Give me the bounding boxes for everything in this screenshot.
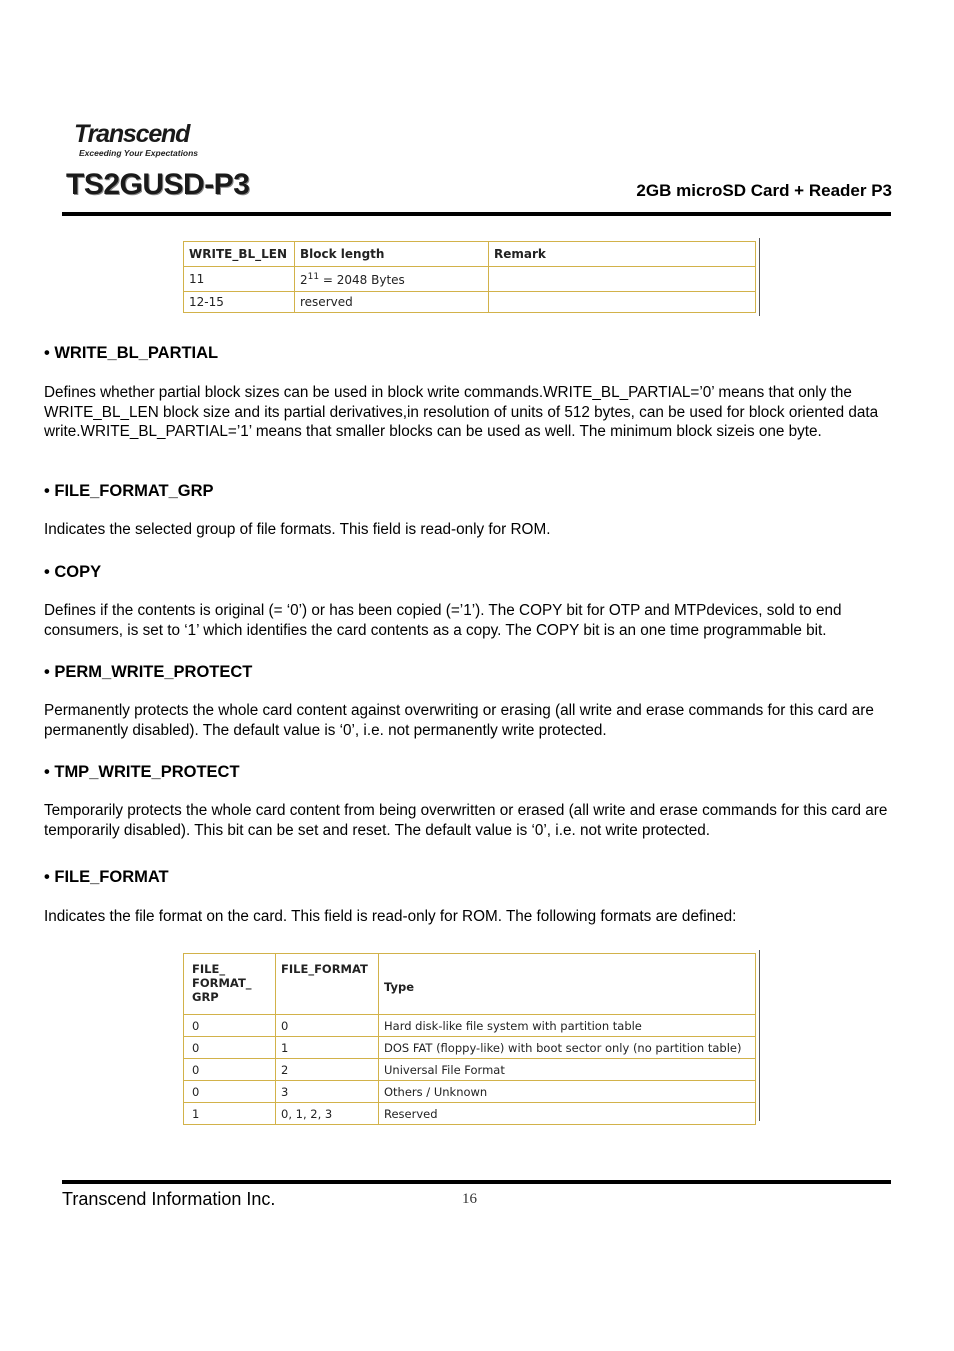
table-row: [184, 1081, 756, 1103]
table-edge-line: [759, 950, 760, 1121]
power-exponent: 11: [307, 271, 320, 282]
table-edge-line: [759, 238, 760, 316]
section-title: • COPY: [44, 563, 102, 581]
table-cell: 2: [276, 1059, 379, 1081]
section-write-bl-partial: [44, 344, 904, 442]
table-row: [184, 1037, 756, 1059]
page-number: 16: [462, 1191, 477, 1207]
section-copy: [44, 563, 904, 640]
section-title: • PERM_WRITE_PROTECT: [44, 663, 253, 681]
header-cell: Remark: [489, 242, 756, 267]
logo-tagline: Exceeding Your Expectations: [79, 148, 199, 158]
power-result: = 2048 Bytes: [319, 272, 405, 287]
header-cell: Type: [379, 954, 756, 1015]
table-header-row: [184, 242, 756, 267]
section-tmp-write-protect: [44, 763, 904, 840]
table-cell: 1: [276, 1037, 379, 1059]
transcend-logo: [66, 120, 216, 162]
table-header-row: [184, 954, 756, 1015]
table-row: [184, 1103, 756, 1125]
table-cell: 0: [276, 1015, 379, 1037]
product-name: 2GB microSD Card + Reader P3: [636, 181, 892, 200]
table-row: [184, 1015, 756, 1037]
section-title: • WRITE_BL_PARTIAL: [44, 344, 219, 362]
table-cell: reserved: [295, 292, 489, 313]
table-row: [184, 292, 756, 313]
table-row: [184, 1059, 756, 1081]
section-title: • FILE_FORMAT_GRP: [44, 482, 214, 500]
table-cell: Hard disk-like file system with partition table: [379, 1015, 756, 1037]
table-cell: 0: [184, 1037, 276, 1059]
power-base: 2: [300, 272, 308, 287]
header-cell: Block length: [295, 242, 489, 267]
table-cell: 0: [184, 1081, 276, 1103]
section-title: • TMP_WRITE_PROTECT: [44, 763, 240, 781]
table-cell: 0, 1, 2, 3: [276, 1103, 379, 1125]
section-body: Permanently protects the whole card content against overwriting or erasing (all write and erase commands for this card are permanently disabled). The default value is ‘0’, i.e. not permanently write protected.: [44, 702, 874, 739]
section-file-format-grp: [44, 482, 904, 540]
section-body: Temporarily protects the whole card content from being overwritten or erased (all write and erase commands for this card are temporarily disabled). This bit can be set and reset. The default value is ‘0’, i.e. not write protected.: [44, 802, 888, 839]
logo-wordmark: Transcend: [74, 120, 190, 148]
section-file-format: [44, 868, 904, 927]
table-cell: 1: [184, 1103, 276, 1125]
footer-rule: [62, 1180, 891, 1184]
table-cell: Universal File Format: [379, 1059, 756, 1081]
table-cell: DOS FAT (floppy-like) with boot sector only (no partition table): [379, 1037, 756, 1059]
section-body: Defines if the contents is original (= ‘0’) or has been copied (=’1’). The COPY bit for OTP and MTPdevices, sold to end consumers, is set to ‘1’ which identifies the card contents as a copy. The COPY bit is an one time programmable bit.: [44, 602, 842, 639]
table-cell: Others / Unknown: [379, 1081, 756, 1103]
table-cell: [489, 292, 756, 313]
section-perm-write-protect: [44, 663, 904, 740]
table-row: [184, 267, 756, 292]
table-cell: 11: [184, 267, 295, 292]
section-body: Indicates the file format on the card. This field is read-only for ROM. The following formats are defined:: [44, 908, 737, 925]
table-cell: [295, 267, 489, 292]
table-cell: [489, 267, 756, 292]
table-cell: Reserved: [379, 1103, 756, 1125]
section-title: • FILE_FORMAT: [44, 868, 169, 886]
section-body: Indicates the selected group of file formats. This field is read-only for ROM.: [44, 521, 551, 538]
table-cell: 0: [184, 1015, 276, 1037]
block-length-table: [183, 241, 756, 313]
table-cell: 3: [276, 1081, 379, 1103]
header-cell: WRITE_BL_LEN: [184, 242, 295, 267]
table-cell: 0: [184, 1059, 276, 1081]
section-body: Defines whether partial block sizes can be used in block write commands.WRITE_BL_PARTIAL=’0’ means that only the WRITE_BL_LEN block size and its partial derivatives,in resolution of units of 512 bytes, can be used for block oriented data write.WRITE_BL_PARTIAL=’1’ means that smaller blocks can be used as well. The minimum block sizeis one byte.: [44, 384, 879, 440]
footer-company: Transcend Information Inc.: [62, 1189, 276, 1209]
header-rule: [62, 212, 891, 216]
header-cell: FILE_ FORMAT_ GRP: [184, 954, 276, 1015]
model-number: TS2GUSD-P3: [66, 168, 250, 201]
file-format-table: [183, 953, 756, 1125]
header-cell: FILE_FORMAT: [276, 954, 379, 1015]
table-cell: 12-15: [184, 292, 295, 313]
